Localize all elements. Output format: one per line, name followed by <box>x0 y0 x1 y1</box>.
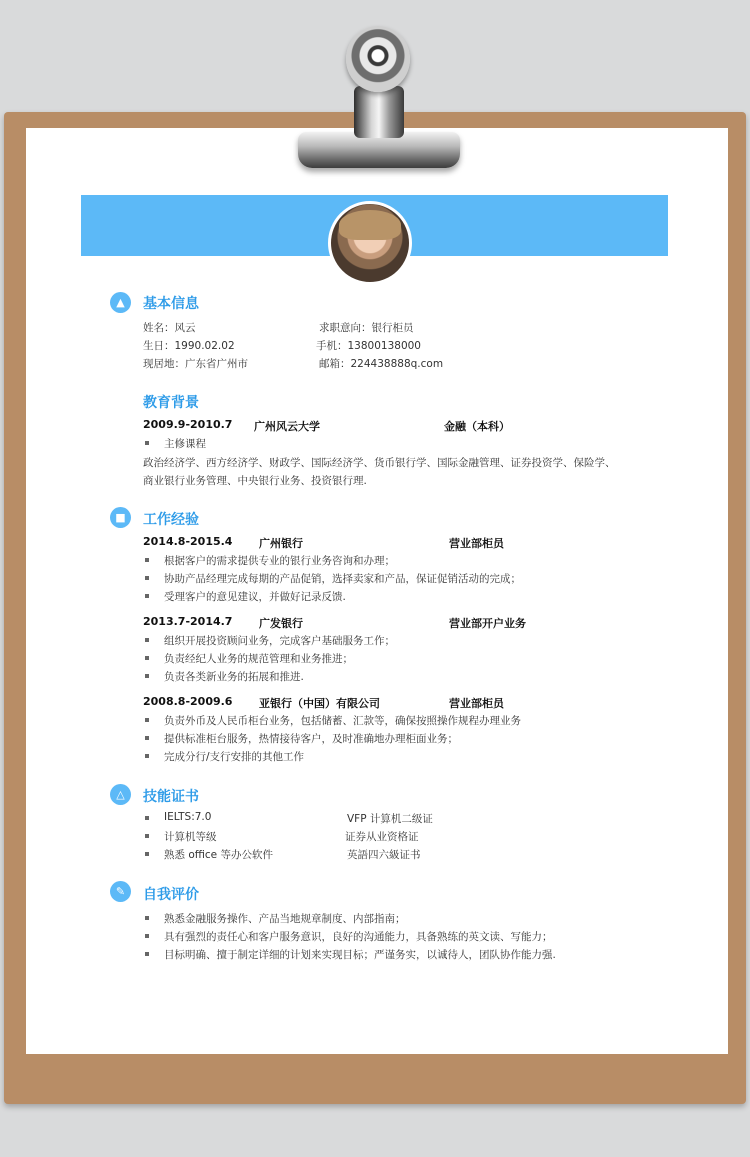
courses-label: 主修课程 <box>164 438 206 450</box>
clip-neck <box>354 86 404 138</box>
edit-icon: ✎ <box>110 881 131 902</box>
courses-line-1: 政治经济学、西方经济学、财政学、国际经济学、货币银行学、国际金融管理、证券投资学、保险学、 <box>143 457 616 469</box>
job-position: 营业部柜员 <box>449 537 504 550</box>
self-eval-item: 目标明确、擅于制定详细的计划来实现目标；严谨务实，以诚待人，团队协作能力强. <box>164 949 556 961</box>
skill-item: 英語四六級证书 <box>347 849 421 861</box>
job-duty: 受理客户的意见建议，并做好记录反馈. <box>164 591 346 603</box>
job-duty: 负责经纪人业务的规范管理和业务推进； <box>164 653 353 665</box>
job-duty: 组织开展投资顾问业务，完成客户基础服务工作； <box>164 635 395 647</box>
bullet <box>145 558 149 562</box>
education-major: 金融（本科） <box>444 420 510 433</box>
skill-item: VFP 计算机二级证 <box>347 813 433 825</box>
bullet <box>145 934 149 938</box>
birthday-field: 生日：1990.02.02 <box>143 340 235 352</box>
intent-field: 求职意向：银行柜员 <box>319 322 414 334</box>
bullet <box>145 718 149 722</box>
job-duty: 提供标准柜台服务，热情接待客户，及时准确地办理柜面业务； <box>164 733 458 745</box>
bullet <box>145 754 149 758</box>
bullet <box>145 576 149 580</box>
job-company: 广发银行 <box>259 617 303 630</box>
education-title: 教育背景 <box>143 395 199 411</box>
bullet <box>145 674 149 678</box>
flask-icon: △ <box>110 784 131 805</box>
job-company: 广州银行 <box>259 537 303 550</box>
bullet <box>145 736 149 740</box>
job-company: 亚银行（中国）有限公司 <box>259 697 380 710</box>
residence-field: 现居地：广东省广州市 <box>143 358 248 370</box>
skill-item: 证券从业资格证 <box>345 831 419 843</box>
phone-field: 手机：13800138000 <box>316 340 421 352</box>
job-position: 营业部开户业务 <box>449 617 526 630</box>
job-duty: 负责外币及人民币柜台业务，包括储蓄、汇款等，确保按照操作规程办理业务 <box>164 715 521 727</box>
email-field: 邮箱：224438888q.com <box>319 358 444 370</box>
self-eval-title: 自我评价 <box>143 887 199 903</box>
education-school: 广州风云大学 <box>254 420 320 433</box>
bullet <box>145 441 149 445</box>
skill-item: 熟悉 office 等办公软件 <box>164 849 273 861</box>
self-eval-item: 具有强烈的责任心和客户服务意识，良好的沟通能力，具备熟练的英文读、写能力； <box>164 931 553 943</box>
bullet <box>145 852 149 856</box>
avatar <box>328 201 412 285</box>
briefcase-icon: ■ <box>110 507 131 528</box>
bullet <box>145 638 149 642</box>
bullet <box>145 834 149 838</box>
bullet <box>145 594 149 598</box>
skills-title: 技能证书 <box>143 789 199 805</box>
bullet <box>145 816 149 820</box>
job-position: 营业部柜员 <box>449 697 504 710</box>
self-eval-item: 熟悉金融服务操作、产品当地规章制度、内部指南； <box>164 913 406 925</box>
work-title: 工作经验 <box>143 512 199 528</box>
job-period: 2008.8-2009.6 <box>143 695 233 708</box>
bullet <box>145 952 149 956</box>
basic-info-title: 基本信息 <box>143 296 199 312</box>
job-duty: 完成分行/支行安排的其他工作 <box>164 751 305 763</box>
name-field: 姓名：风云 <box>143 322 196 334</box>
job-duty: 负责各类新业务的拓展和推进. <box>164 671 304 683</box>
courses-line-2: 商业银行业务管理、中央银行业务、投资银行理. <box>143 475 367 487</box>
skill-item: 计算机等级 <box>164 831 217 843</box>
job-period: 2014.8-2015.4 <box>143 535 233 548</box>
job-duty: 协助产品经理完成每期的产品促销，选择卖家和产品，保证促销活动的完成； <box>164 573 521 585</box>
bullet <box>145 916 149 920</box>
clip-ring <box>346 26 410 92</box>
job-period: 2013.7-2014.7 <box>143 615 233 628</box>
graduation-cap-icon: ▲ <box>110 292 131 313</box>
skill-item: IELTS:7.0 <box>164 811 212 823</box>
education-period: 2009.9-2010.7 <box>143 418 233 431</box>
bullet <box>145 656 149 660</box>
job-duty: 根据客户的需求提供专业的银行业务咨询和办理； <box>164 555 395 567</box>
